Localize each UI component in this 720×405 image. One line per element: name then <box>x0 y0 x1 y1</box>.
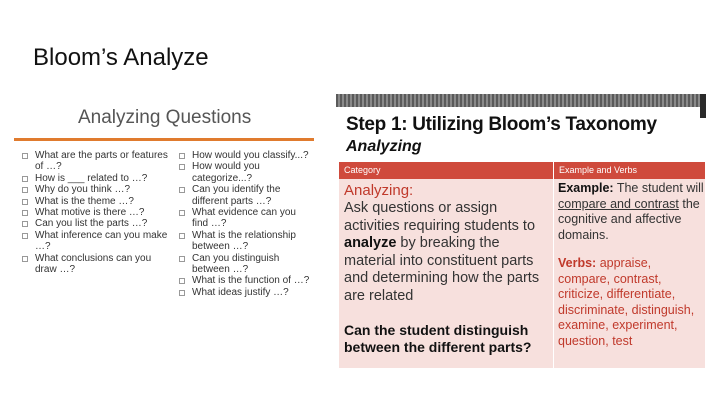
table-header-category: Category <box>339 162 553 179</box>
bullet-box-icon <box>179 164 185 170</box>
step-title: Step 1: Utilizing Bloom’s Taxonomy <box>346 114 657 135</box>
bullet-box-icon <box>22 256 28 262</box>
bullet-box-icon <box>22 233 28 239</box>
slide-title: Bloom’s Analyze <box>33 44 209 71</box>
bullet-box-icon <box>22 221 28 227</box>
bullet-box-icon <box>22 176 28 182</box>
bullet-box-icon <box>179 290 185 296</box>
example-text: Example: The student will compare and contrast the cognitive and affective domains. <box>558 181 704 242</box>
table-header-example: Example and Verbs <box>553 162 705 179</box>
category-description: Ask questions or assign activities requiring students to analyze by breaking the material into constituent parts and determining how the parts are related <box>344 200 540 304</box>
question-item: What are the parts or features of …? <box>22 150 172 173</box>
questions-column-right <box>179 150 314 298</box>
bullet-box-icon <box>179 256 185 262</box>
question-item: Can you list the parts …? <box>22 218 172 229</box>
question-item: How is ___ related to …? <box>22 173 172 184</box>
question-item: What ideas justify …? <box>179 287 314 298</box>
bullet-box-icon <box>179 153 185 159</box>
category-heading: Analyzing: <box>344 182 414 199</box>
analyzing-questions-title: Analyzing Questions <box>78 107 252 128</box>
bullet-box-icon <box>22 210 28 216</box>
question-item: What conclusions can you draw …? <box>22 253 172 276</box>
verbs-text: Verbs: appraise, compare, contrast, criticize, differentiate, discriminate, distinguish, examine, experiment, question, test <box>558 256 695 348</box>
decorative-corner <box>700 94 706 118</box>
step-subtitle: Analyzing <box>346 138 422 155</box>
orange-divider <box>14 138 314 141</box>
question-item: How would you categorize...? <box>179 161 314 184</box>
question-item: Why do you think …? <box>22 184 172 195</box>
question-item: What motive is there …? <box>22 207 172 218</box>
bullet-box-icon <box>22 199 28 205</box>
bullet-box-icon <box>22 153 28 159</box>
bullet-box-icon <box>22 187 28 193</box>
questions-column-left <box>22 150 172 275</box>
question-item: What evidence can you find …? <box>179 207 314 230</box>
question-item: What is the theme …? <box>22 196 172 207</box>
question-item: Can you distinguish between …? <box>179 253 314 276</box>
question-item: Can you identify the different parts …? <box>179 184 314 207</box>
bullet-box-icon <box>179 187 185 193</box>
decorative-top-strip <box>336 94 706 107</box>
question-item: What is the function of …? <box>179 275 314 286</box>
table-column-divider <box>553 179 554 368</box>
bullet-box-icon <box>179 233 185 239</box>
bullet-box-icon <box>179 210 185 216</box>
category-question: Can the student distinguish between the different parts? <box>344 322 532 355</box>
bullet-box-icon <box>179 278 185 284</box>
question-item: What is the relationship between …? <box>179 230 314 253</box>
question-item: How would you classify...? <box>179 150 314 161</box>
question-item: What inference can you make …? <box>22 230 172 253</box>
